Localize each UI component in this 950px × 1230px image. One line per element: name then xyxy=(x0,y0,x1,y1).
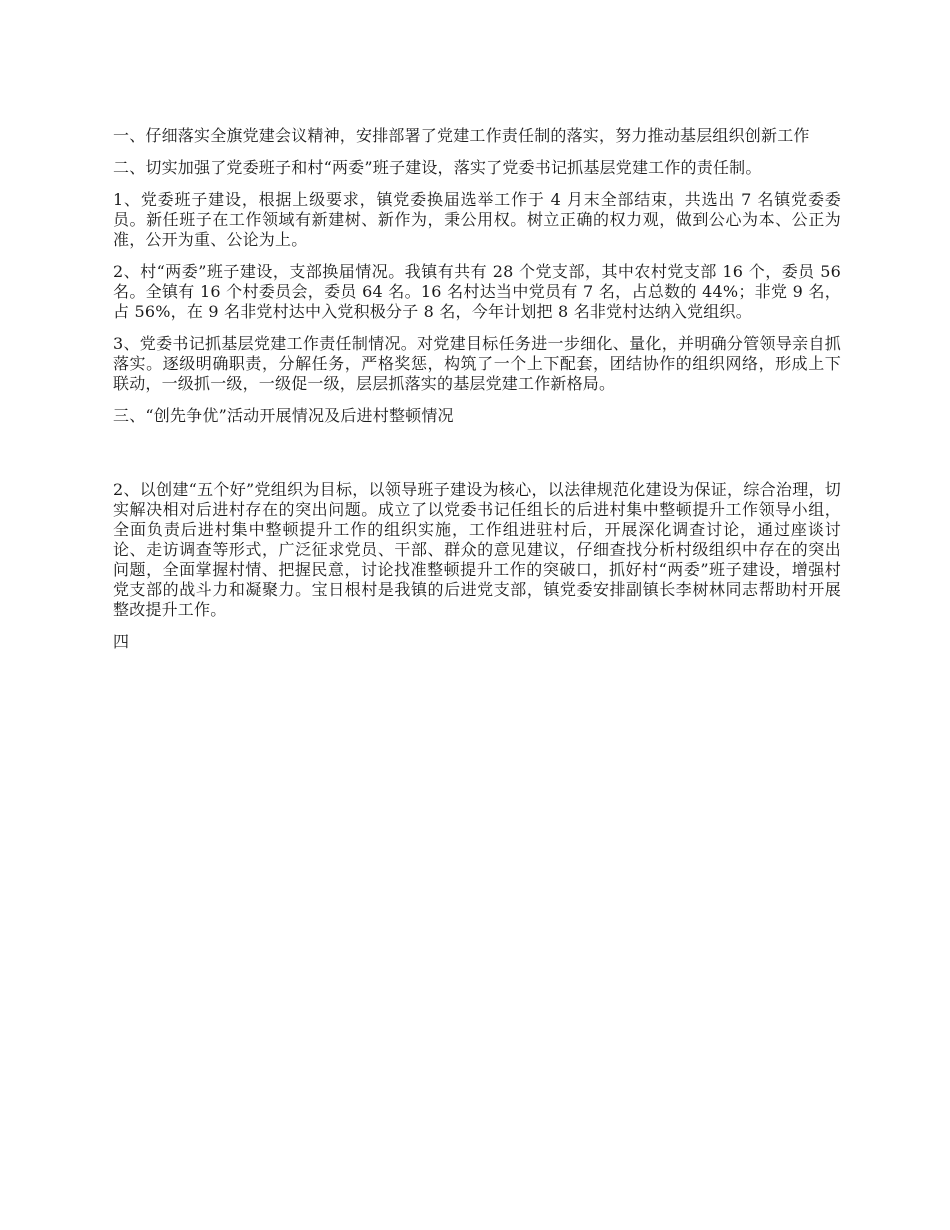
paragraph-section-1: 一、仔细落实全旗党建会议精神，安排部署了党建工作责任制的落实，努力推动基层组织创新工作 xyxy=(113,126,810,145)
paragraph-item-2: 2、村“两委”班子建设，支部换届情况。我镇有共有 28 个党支部，其中农村党支部 16 个，委员 56 名。全镇有 16 个村委员会，委员 64 名。16 名村达当中党员有 7 名，占总数的 44%；非党 9 名，占 56%，在 9 名非党村达中入党积极分子 8 名，今年计划把 8 名非党村达纳入党组织。 xyxy=(113,262,841,321)
paragraph-item-3: 3、党委书记抓基层党建工作责任制情况。对党建目标任务进一步细化、量化，并明确分管领导亲自抓落实。逐级明确职责，分解任务，严格奖惩，构筑了一个上下配套，团结协作的组织网络，形成上下联动，一级抓一级，一级促一级，层层抓落实的基层党建工作新格局。 xyxy=(113,334,841,393)
blank-gap xyxy=(113,438,841,480)
paragraph-item-2b: 2、以创建“五个好”党组织为目标，以领导班子建设为核心，以法律规范化建设为保证，综合治理，切实解决相对后进村存在的突出问题。成立了以党委书记任组长的后进村集中整顿提升工作领导小组，全面负责后进村集中整顿提升工作的组织实施，工作组进驻村后，开展深化调查讨论，通过座谈讨论、走访调查等形式，广泛征求党员、干部、群众的意见建议，仔细查找分析村级组织中存在的突出问题，全面掌握村情、把握民意，讨论找准整顿提升工作的突破口，抓好村“两委”班子建设，增强村党支部的战斗力和凝聚力。宝日根村是我镇的后进党支部，镇党委安排副镇长李树林同志帮助村开展整改提升工作。 xyxy=(113,480,841,619)
document-page xyxy=(113,126,841,664)
paragraph-section-3: 三、“创先争优”活动开展情况及后进村整顿情况 xyxy=(113,406,454,425)
paragraph-section-4: 四 xyxy=(113,632,130,651)
paragraph-item-1: 1、党委班子建设，根据上级要求，镇党委换届选举工作于 4 月末全部结束，共选出 7 名镇党委委员。新任班子在工作领域有新建树、新作为，秉公用权。树立正确的权力观，做到公心为本、公正为准，公开为重、公论为上。 xyxy=(113,190,841,249)
paragraph-section-2: 二、切实加强了党委班子和村“两委”班子建设，落实了党委书记抓基层党建工作的责任制。 xyxy=(113,158,762,177)
